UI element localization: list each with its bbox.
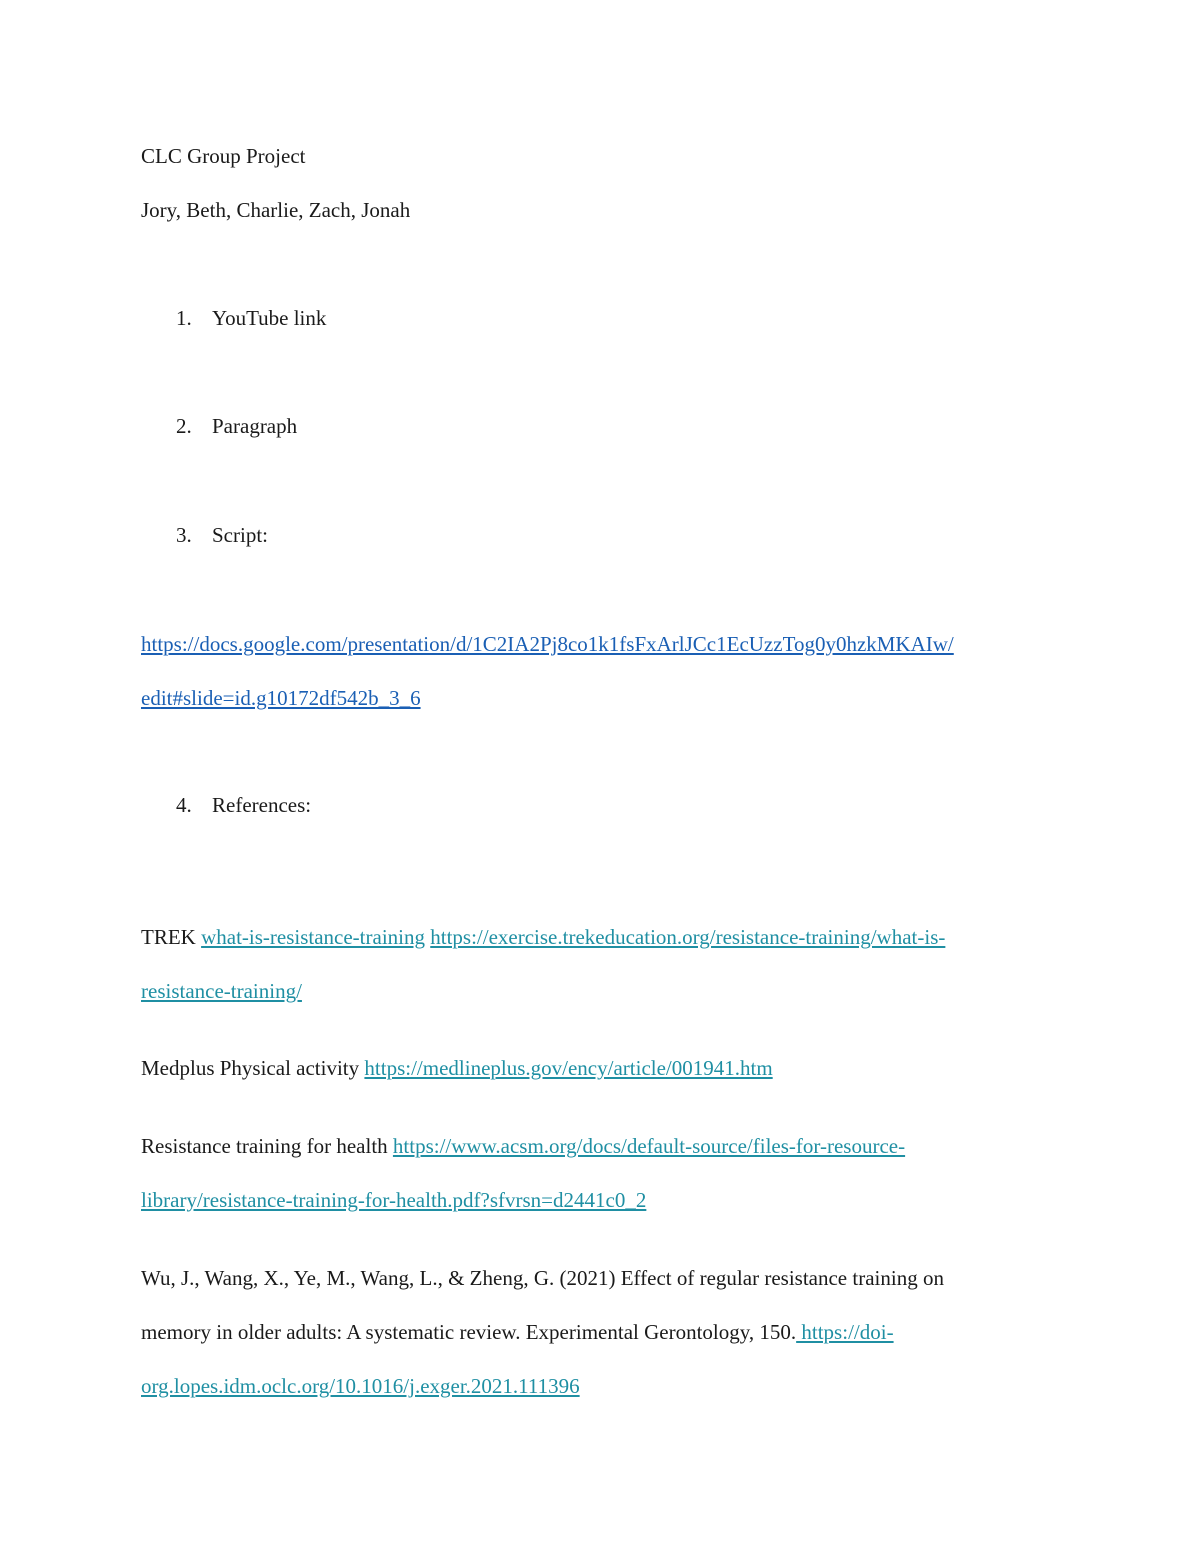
reference-trek-url-link-continued[interactable]: resistance-training/ <box>141 979 302 1003</box>
reference-acsm-url-link[interactable]: https://www.acsm.org/docs/default-source/files-for-resource- <box>392 1134 906 1158</box>
list-number: 3. <box>176 523 192 547</box>
reference-acsm-continued <box>141 1186 646 1214</box>
list-label: Paragraph <box>212 414 298 438</box>
reference-medplus <box>141 1054 773 1082</box>
list-label: YouTube link <box>212 306 327 330</box>
reference-wu-continued <box>141 1318 894 1346</box>
list-label: References: <box>212 793 312 817</box>
reference-wu-doi-continued <box>141 1372 580 1400</box>
reference-acsm-label: Resistance training for health <box>141 1134 393 1158</box>
list-number: 1. <box>176 306 192 330</box>
reference-medplus-url-link[interactable]: https://medlineplus.gov/ency/article/001941.htm <box>364 1056 773 1080</box>
list-item-script <box>176 521 268 549</box>
reference-wu: Wu, J., Wang, X., Ye, M., Wang, L., & Zheng, G. (2021) Effect of regular resistance training on <box>141 1266 944 1290</box>
script-link[interactable]: https://docs.google.com/presentation/d/1C2IA2Pj8co1k1fsFxArlJCc1EcUzzTog0y0hzkMKAIw/ <box>141 632 954 656</box>
reference-trek-title-link[interactable]: what-is-resistance-training <box>201 925 425 949</box>
reference-medplus-label: Medplus Physical activity <box>141 1056 365 1080</box>
reference-trek-label: TREK <box>141 925 202 949</box>
reference-acsm-url-link-continued[interactable]: library/resistance-training-for-health.pdf?sfvrsn=d2441c0_2 <box>141 1188 647 1212</box>
reference-acsm <box>141 1132 905 1160</box>
list-item-references <box>176 791 311 819</box>
page-title: CLC Group Project <box>141 144 306 168</box>
reference-wu-doi-link-continued[interactable]: org.lopes.idm.oclc.org/10.1016/j.exger.2021.111396 <box>141 1374 580 1398</box>
script-link-line-2 <box>141 684 421 712</box>
list-number: 2. <box>176 414 192 438</box>
script-link-continued[interactable]: edit#slide=id.g10172df542b_3_6 <box>141 686 421 710</box>
reference-trek <box>141 923 945 951</box>
list-item-youtube <box>176 304 326 332</box>
reference-trek-url-link[interactable]: https://exercise.trekeducation.org/resistance-training/what-is- <box>430 925 946 949</box>
list-number: 4. <box>176 793 192 817</box>
reference-trek-continued <box>141 977 302 1005</box>
reference-wu-text: memory in older adults: A systematic review. Experimental Gerontology, 150. <box>141 1320 797 1344</box>
list-label: Script: <box>212 523 268 547</box>
reference-wu-doi-link[interactable]: https://doi- <box>796 1320 894 1344</box>
group-members: Jory, Beth, Charlie, Zach, Jonah <box>141 198 411 222</box>
list-item-paragraph <box>176 412 297 440</box>
script-link-line-1 <box>141 630 954 658</box>
